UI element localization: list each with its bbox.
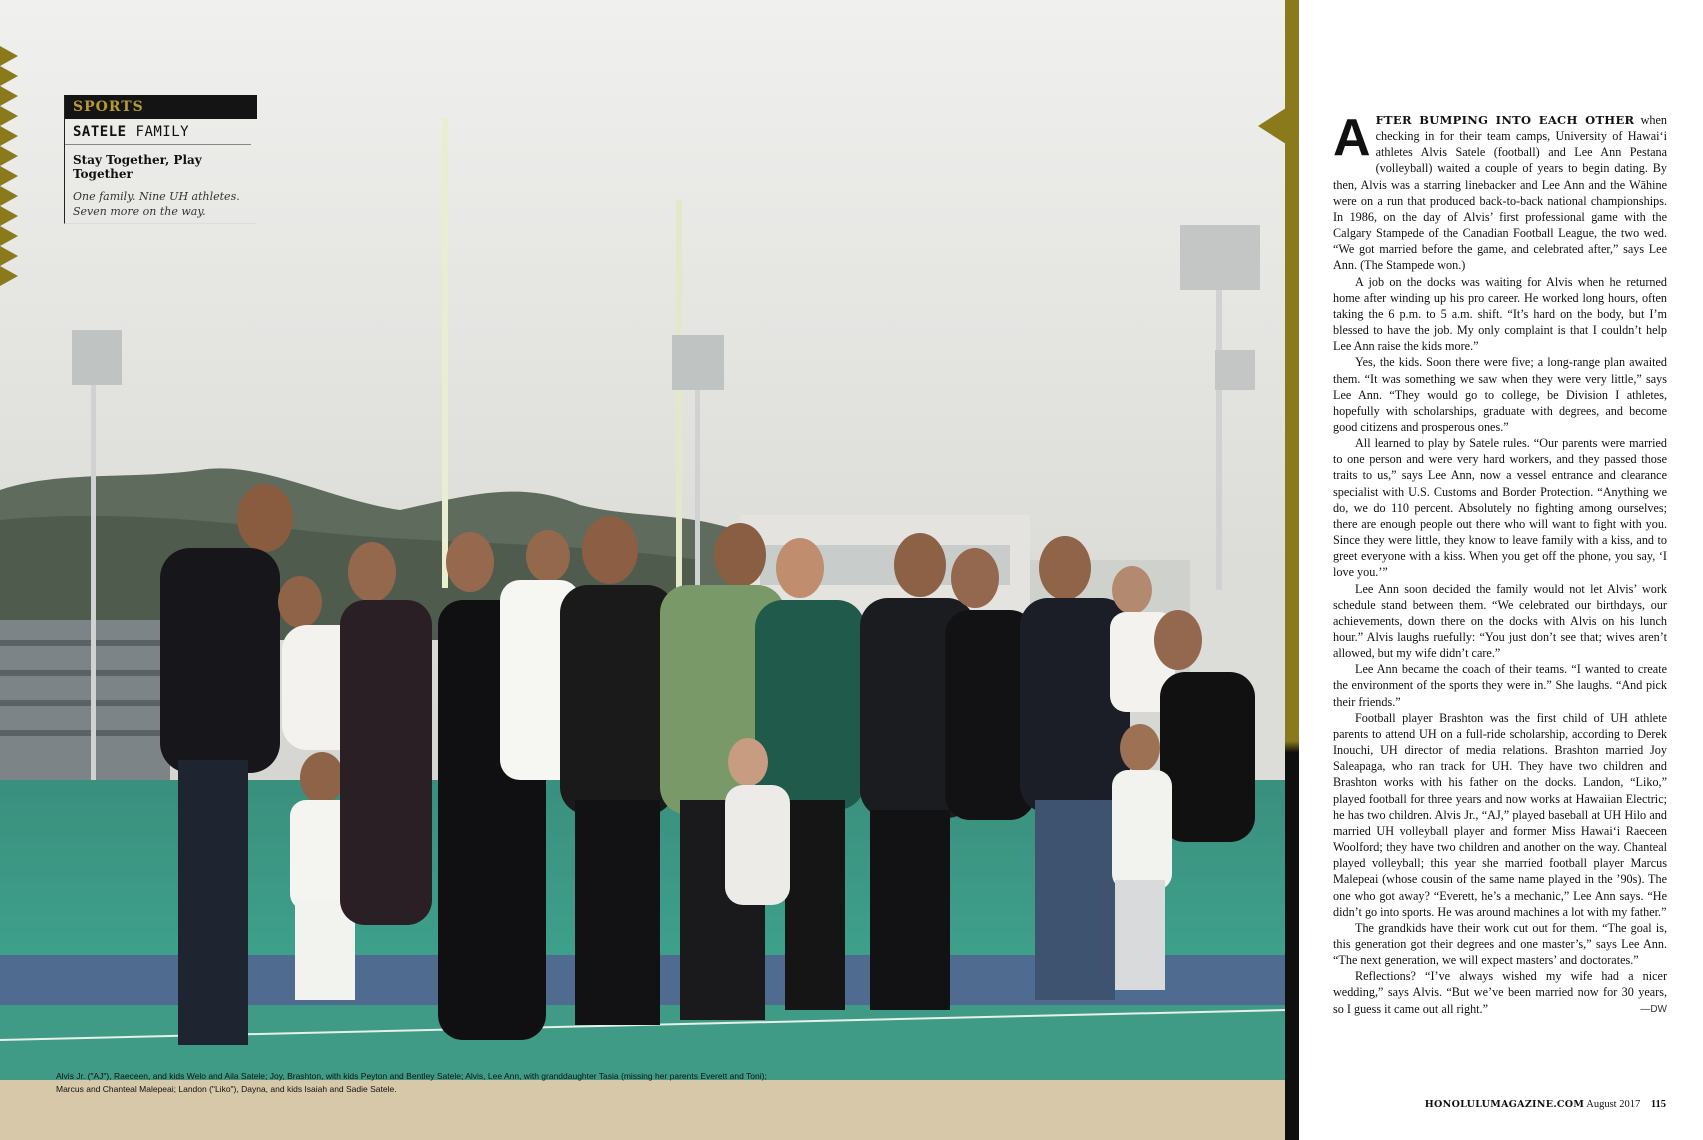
caption-line-2: Marcus and Chanteal Malepeai; Landon ("Liko"), Dayna, and kids Isaiah and Sadie Satele. <box>56 1084 397 1094</box>
paragraph-1-text: when checking in for their team camps, University of Hawai‘i athletes Alvis Satele (football) and Lee Ann Pestana (volleyball) waited a couple of years to begin dating. By then, Alvis was a starring linebacker and Lee Ann and the Wāhine were on a run that produced back-to-back national championships. In 1986, on the day of Alvis’ first professional game with the Calgary Stampede of the Canadian Football League, the two wed. “We got married before the game, and celebrated after,” says Lee Ann. (The Stampede won.) <box>1333 113 1668 273</box>
article-paragraph-8: The grandkids have their work cut out for them. “The goal is, this generation got their degrees and one master’s,” says Lee Ann. “The next generation, we will expect masters’ and doctorates.” <box>1333 920 1667 968</box>
family-name <box>65 119 251 145</box>
gutter-notch <box>1258 108 1286 144</box>
lead-in: FTER BUMPING INTO EACH OTHER <box>1375 113 1635 127</box>
article-paragraph-9: Reflections? “I’ve always wished my wife had a nicer wedding,” says Alvis. “But we’ve been married now for 30 years, so I guess it came out all right.” <box>1333 969 1667 1016</box>
drop-cap: A <box>1333 109 1371 167</box>
gutter-stripe <box>1285 0 1299 1140</box>
dek-line-2: Seven more on the way. <box>73 205 206 218</box>
zigzag-ornament <box>0 46 20 294</box>
article-paragraph-3: Yes, the kids. Soon there were five; a long-range plan awaited them. “It was something we saw when they were very little,” says Lee Ann. “They would go to college, be Division I athletes, hopefully with scholarships, graduate with degrees, and become good citizens and prosperous ones.” <box>1333 355 1667 434</box>
page-footer <box>1410 1099 1666 1110</box>
dek-line-1: One family. Nine UH athletes. <box>73 190 240 203</box>
article-paragraph-1 <box>1333 109 1668 274</box>
section-infobox <box>64 95 257 224</box>
article-paragraph-5: Lee Ann soon decided the family would not let Alvis’ work schedule stand between them. “We celebrated our birthdays, our achievements, down there on the docks with Alvis on his lunch hour.” Alvis laughs ruefully: “You just don’t see that; wives aren’t allowed, but my wife didn’t care.” <box>1333 581 1667 661</box>
byline: —DW <box>1640 1003 1667 1015</box>
article-paragraph-7: Football player Brashton was the first child of UH athlete parents to attend UH on a full-ride scholarship, according to Derek Inouchi, UH director of media relations. Brashton married Joy Saleapaga, who ran track for UH. They have two children and Brashton works with his father on the docks. Landon, “Liko,” played football for three years and now works at Hawaiian Electric; he has two children. Alvis Jr., “AJ,” played baseball at UH Hilo and married UH volleyball player and former Miss Hawai‘i Raeceen Woolford; they have two children and another on the way. Chanteal played volleyball; this year she married football player Marcus Malepeai (whose cousin of the same name played in the ’90s). The one who got away? “Everett, he’s a mechanic,” Lee Ann says. “He didn’t go into sports. He was around machines a lot with my father.” <box>1333 710 1667 919</box>
article-paragraph-6: Lee Ann became the coach of their teams. “I wanted to create the environment of the sports they were in.” She laughs. “And pick their friends.” <box>1333 662 1667 709</box>
family-name-bold: SATELE <box>73 124 127 140</box>
section-label: SPORTS <box>65 95 257 119</box>
caption-line-1: Alvis Jr. ("AJ"), Raeceen, and kids Welo and Aila Satele; Joy, Brashton, with kids Peyton and Bentley Satele; Alvis, Lee Ann, with granddaughter Tasia (missing her parents Everett and Toni); <box>56 1071 767 1081</box>
footer-date: August 2017 <box>1586 1099 1641 1110</box>
story-dek <box>65 187 257 221</box>
photo-caption <box>56 1070 836 1096</box>
article-paragraph-4: All learned to play by Satele rules. “Our parents were married to one person and were very hard workers, and they passed those traits to us,” says Lee Ann, now a vessel entrance and clearance specialist with U.S. Customs and Border Protection. “Anything we do, we do 110 percent. Absolutely no fighting among ourselves; there are enough people out there who will want to fight with you. Since they were little, they know to leave family with a kiss, and to greet everyone with a kiss. When you get off the phone, you say, ‘I love you.’” <box>1333 436 1667 580</box>
article-paragraph-2: A job on the docks was waiting for Alvis when he returned home after winding up his pro career. He worked long hours, often taking the 6 p.m. to 5 a.m. shift. “It’s hard on the body, but I’m blessed to have the job. My only complaint is that I couldn’t help Lee Ann raise the kids more.” <box>1333 274 1667 354</box>
page-number: 115 <box>1650 1099 1666 1110</box>
article-body <box>1333 109 1668 1018</box>
footer-site: HONOLULUMAGAZINE.COM <box>1424 1099 1585 1110</box>
family-name-light: FAMILY <box>135 124 190 140</box>
story-headline: Stay Together, Play Together <box>73 153 202 181</box>
